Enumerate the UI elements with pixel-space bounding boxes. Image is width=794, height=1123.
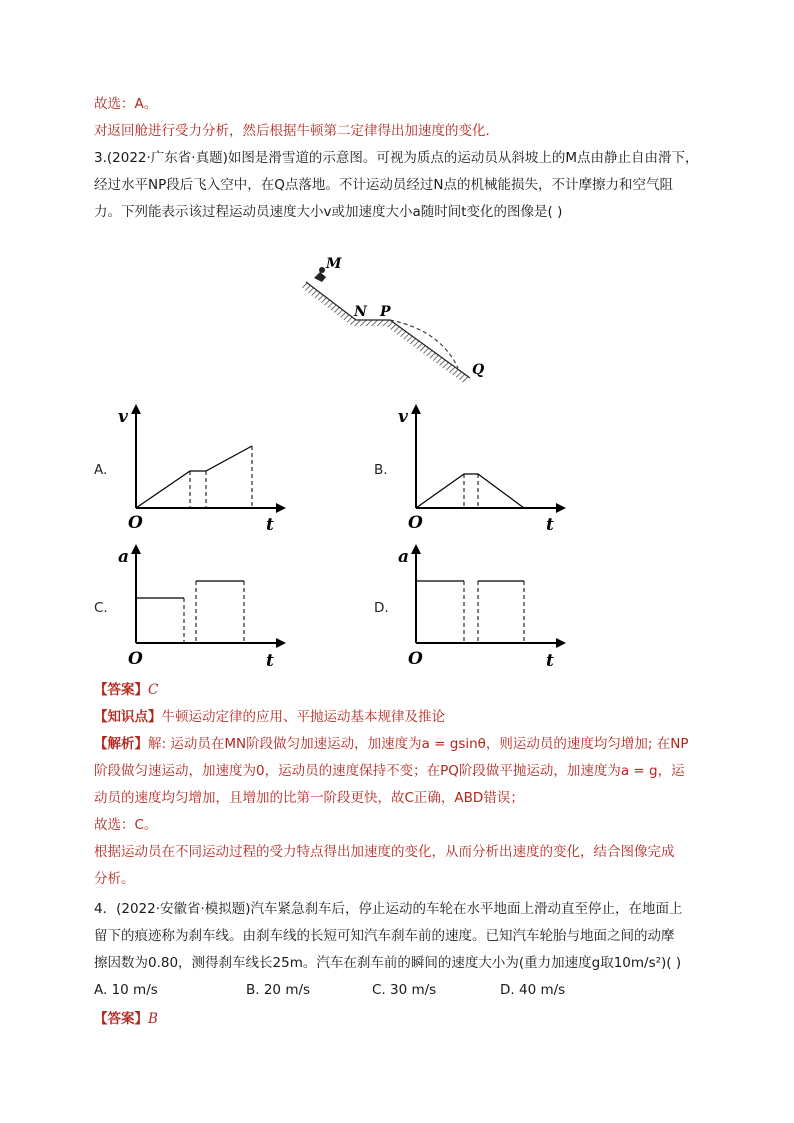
point-m-label: M [326, 256, 342, 272]
knowledge-label: 【知识点】 [94, 709, 162, 725]
choice-c: C. 30 m/s [372, 982, 437, 998]
graph-b-xlabel: t [546, 515, 554, 535]
knowledge-value: 牛顿运动定律的应用、平抛运动基本规律及推论 [161, 709, 445, 725]
q4-answer-value: B [148, 1011, 158, 1027]
select-line-prev: 故选：A。 [94, 96, 158, 112]
answer-label: 【答案】 [94, 682, 148, 698]
skier-icon [314, 267, 326, 282]
graph-a [118, 400, 288, 540]
graph-c-origin: O [128, 649, 143, 669]
option-b-label: B. [374, 462, 388, 478]
graph-d-ylabel: a [398, 547, 410, 567]
analysis-line2: 阶段做匀速运动，加速度为0，运动员的速度保持不变；在PQ阶段做平抛运动，加速度为a = g，运 [94, 763, 685, 779]
option-d-label: D. [374, 600, 389, 616]
question4-line3: 擦因数为0.80，测得刹车线长25m。汽车在刹车前的瞬间的速度大小为(重力加速度g取10m/s²)( ) [94, 955, 682, 971]
option-a-label: A. [94, 462, 108, 478]
question3-line2: 经过水平NP段后飞入空中，在Q点落地。不计运动员经过N点的机械能损失，不计摩擦力和空气阻 [94, 177, 673, 193]
option-c-label: C. [94, 600, 108, 616]
point-p-label: P [380, 304, 391, 320]
choice-a: A. 10 m/s [94, 982, 158, 998]
graph-b-ylabel: v [398, 407, 408, 427]
ski-slope-figure [300, 250, 500, 400]
summary-line2: 分析。 [94, 871, 135, 887]
analysis-row [94, 734, 689, 754]
graph-c-xlabel: t [266, 651, 274, 671]
graph-d [398, 540, 568, 675]
knowledge-row [94, 707, 445, 727]
question4-line1: 4．(2022·安徽省·模拟题)汽车紧急刹车后，停止运动的车轮在水平地面上滑动直至停止，在地面上 [94, 901, 683, 917]
point-q-label: Q [472, 362, 485, 378]
graph-a-xlabel: t [266, 515, 274, 535]
graph-a-origin: O [128, 513, 143, 533]
answer-row [94, 680, 158, 700]
summary-line1: 根据运动员在不同运动过程的受力特点得出加速度的变化，从而分析出速度的变化，结合图像完成 [94, 844, 675, 860]
summary-line-prev: 对返回舱进行受力分析，然后根据牛顿第二定律得出加速度的变化． [94, 123, 499, 139]
graph-c [118, 540, 288, 675]
answer-value: C [148, 682, 159, 698]
analysis-label: 【解析】 [94, 736, 148, 752]
q4-answer-label: 【答案】 [94, 1011, 148, 1027]
graph-d-xlabel: t [546, 651, 554, 671]
analysis-line3: 动员的速度均匀增加，且增加的比第一阶段更快，故C正确，ABD错误； [94, 790, 524, 806]
select-line: 故选：C。 [94, 817, 158, 833]
q4-answer-row [94, 1009, 158, 1029]
choice-b: B. 20 m/s [246, 982, 311, 998]
question3-line3: 力。下列能表示该过程运动员速度大小v或加速度大小a随时间t变化的图像是( ) [94, 204, 563, 220]
analysis-line1: 解: 运动员在MN阶段做匀加速运动，加速度为a = gsinθ，则运动员的速度均匀增加; 在NP [148, 736, 689, 752]
point-n-label: N [354, 304, 367, 320]
choice-d: D. 40 m/s [500, 982, 566, 998]
graph-d-origin: O [408, 649, 423, 669]
graph-a-ylabel: v [118, 407, 128, 427]
graph-b [398, 400, 568, 540]
graph-b-origin: O [408, 513, 423, 533]
question4-line2: 留下的痕迹称为刹车线。由刹车线的长短可知汽车刹车前的速度。已知汽车轮胎与地面之间的动摩 [94, 928, 675, 944]
question3-line1: 3.(2022·广东省·真题)如图是滑雪道的示意图。可视为质点的运动员从斜坡上的M点由静止自由滑下， [94, 150, 699, 166]
graph-c-ylabel: a [118, 547, 130, 567]
